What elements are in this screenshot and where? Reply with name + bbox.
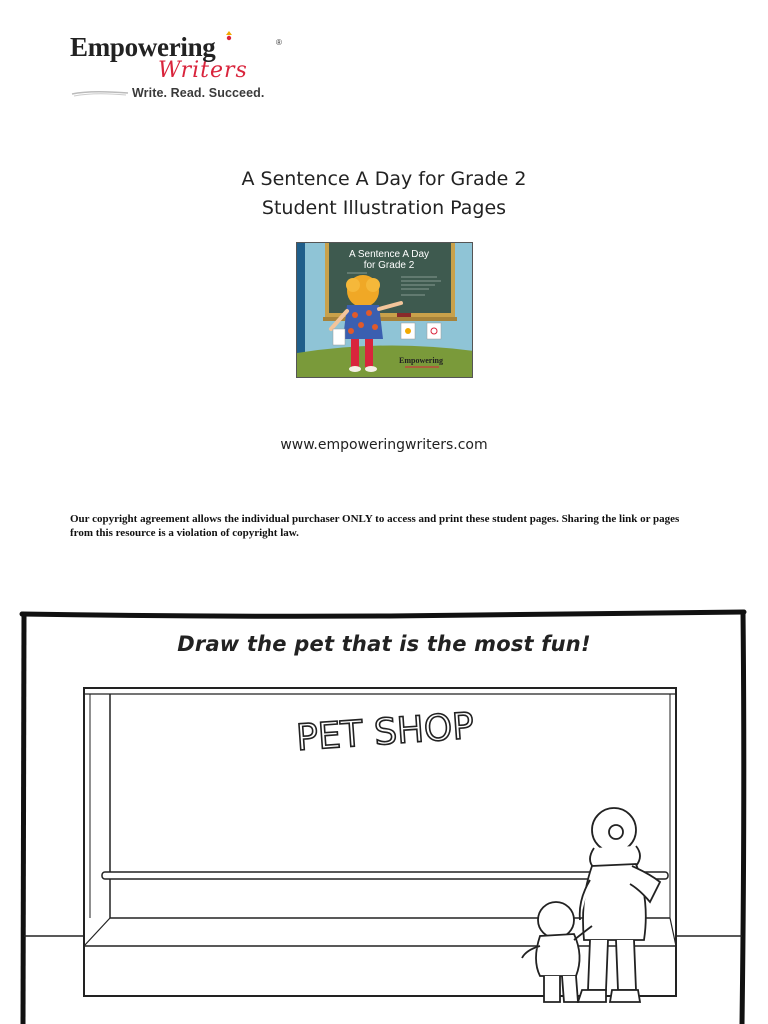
adult-figure	[578, 808, 660, 1002]
swoosh-icon	[70, 88, 130, 98]
logo-brand-top: Empowering	[70, 32, 216, 62]
document-title: A Sentence A Day for Grade 2	[241, 168, 527, 190]
cover-title-line2: for Grade 2	[363, 260, 415, 271]
website-url: www.empoweringwriters.com	[280, 437, 488, 453]
logo-tagline: Write. Read. Succeed.	[132, 86, 265, 100]
child-figure	[522, 902, 592, 1002]
drawing-prompt: Draw the pet that is the most fun!	[177, 632, 591, 656]
registered-mark: ®	[276, 38, 282, 47]
empowering-writers-logo	[70, 34, 290, 104]
pet-shop-sign-text: PET SHOP	[295, 705, 476, 760]
logo-brand-script: Writers	[158, 58, 248, 83]
document-subtitle: Student Illustration Pages	[261, 197, 507, 219]
book-cover-image	[296, 242, 473, 378]
copyright-notice: Our copyright agreement allows the individual purchaser ONLY to access and print these student pages. Sharing the link or pages from this resource is a violation of copyright law.	[70, 513, 680, 539]
pencil-icon	[223, 31, 235, 43]
pet-shop-worksheet	[0, 600, 768, 1024]
pet-shop-sign	[270, 700, 500, 760]
cover-brand: Empowering	[399, 356, 443, 365]
cover-title-line1: A Sentence A Day	[348, 249, 430, 260]
